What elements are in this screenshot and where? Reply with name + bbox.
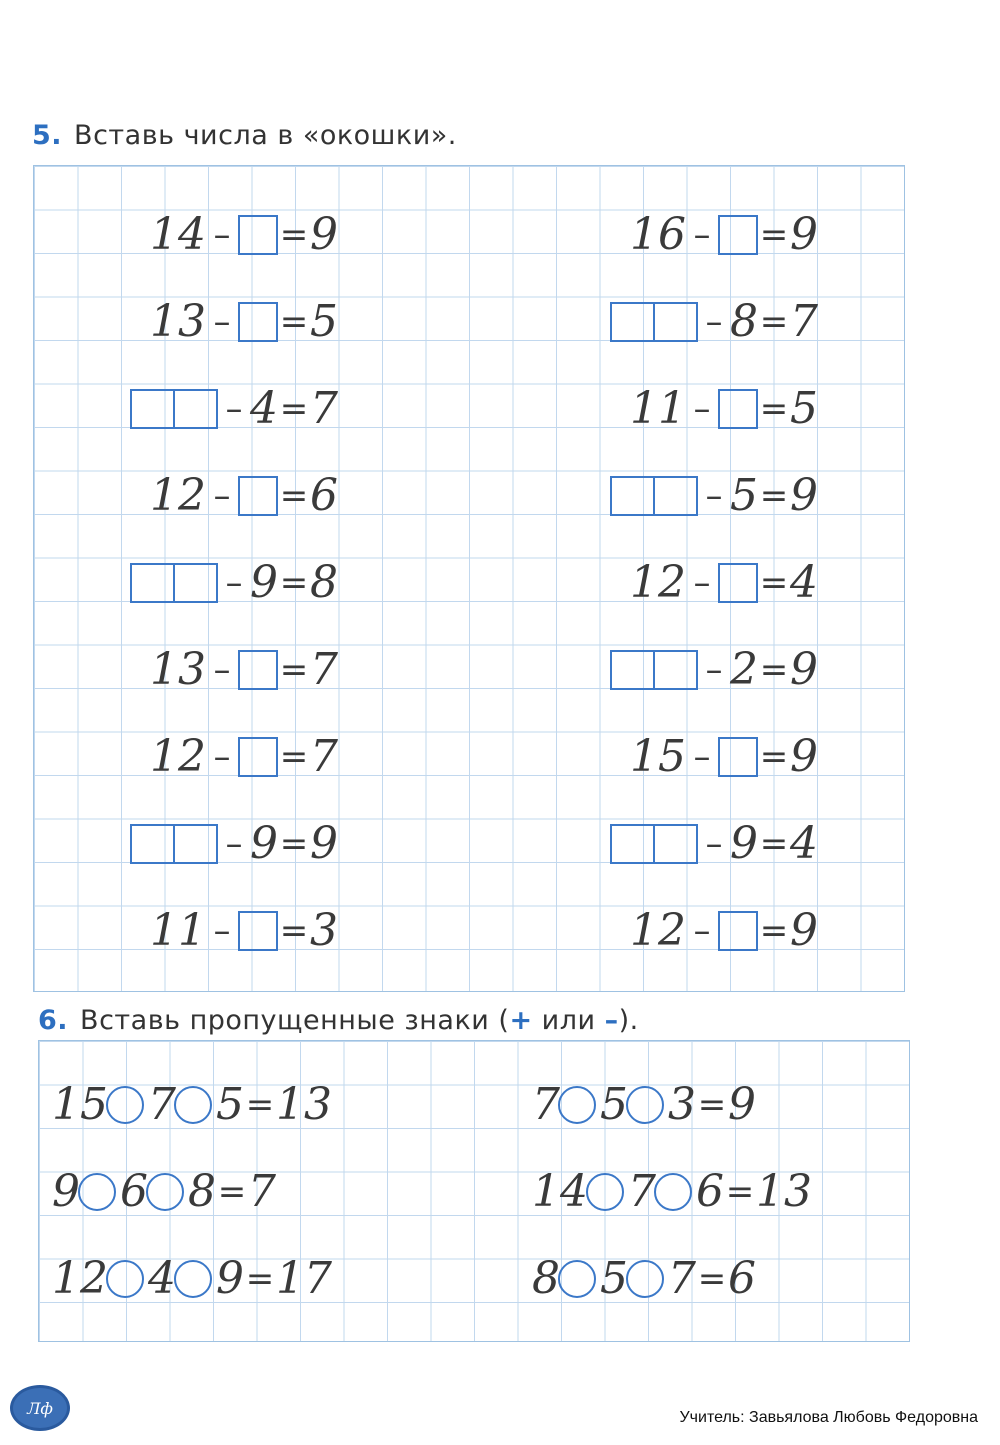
digit: 7 — [310, 383, 338, 434]
sign-circle[interactable] — [106, 1086, 144, 1124]
sign-circle[interactable] — [558, 1260, 596, 1298]
task5-number: 5. — [32, 120, 63, 151]
digit: 1 — [658, 383, 686, 434]
equals-sign: = — [759, 389, 789, 429]
equals-sign: = — [759, 563, 789, 603]
task5-eq-r5 — [630, 558, 818, 608]
digit: 2 — [178, 470, 206, 521]
sign-circle[interactable] — [626, 1260, 664, 1298]
digit: 1 — [150, 470, 178, 521]
operator-sign: – — [705, 476, 723, 516]
task5-title-text: Вставь числа в «окошки». — [74, 120, 457, 151]
digit: 9 — [310, 818, 338, 869]
digit: 2 — [178, 731, 206, 782]
digit: 9 — [790, 644, 818, 695]
digit: 1 — [756, 1166, 784, 1217]
digit: 7 — [310, 644, 338, 695]
operator-sign: – — [213, 215, 231, 255]
digit: 8 — [188, 1166, 216, 1217]
digit: 4 — [250, 383, 278, 434]
task6-or-word: или — [532, 1005, 605, 1036]
sign-circle[interactable] — [174, 1260, 212, 1298]
task5-eq-r8 — [610, 819, 818, 869]
digit: 6 — [120, 1166, 148, 1217]
answer-box-two-digit[interactable] — [610, 650, 698, 690]
minus-sign: – — [604, 1005, 619, 1036]
equals-sign: = — [759, 302, 789, 342]
task5-eq-l5 — [130, 558, 338, 608]
task5-eq-r9 — [630, 906, 818, 956]
digit: 3 — [668, 1079, 696, 1130]
answer-box-two-digit[interactable] — [610, 824, 698, 864]
digit: 1 — [630, 731, 658, 782]
answer-box-two-digit[interactable] — [130, 389, 218, 429]
task5-eq-l7 — [150, 732, 338, 782]
equals-sign: = — [759, 650, 789, 690]
equals-sign: = — [759, 476, 789, 516]
task5-eq-r4 — [610, 471, 818, 521]
answer-box[interactable] — [238, 302, 278, 342]
task6-eq-r3 — [532, 1254, 756, 1304]
equals-sign: = — [697, 1259, 727, 1299]
equals-sign: = — [279, 389, 309, 429]
operator-sign: – — [213, 911, 231, 951]
task6-title-suffix: ). — [618, 1005, 639, 1036]
operator-sign: – — [705, 302, 723, 342]
sign-circle[interactable] — [146, 1173, 184, 1211]
digit: 9 — [790, 731, 818, 782]
equals-sign: = — [279, 476, 309, 516]
digit: 7 — [668, 1253, 696, 1304]
sign-circle[interactable] — [106, 1260, 144, 1298]
digit: 3 — [178, 644, 206, 695]
digit: 3 — [310, 905, 338, 956]
equals-sign: = — [725, 1172, 755, 1212]
task6-eq-l1 — [52, 1080, 332, 1130]
task5-eq-r2 — [610, 297, 818, 347]
answer-box[interactable] — [718, 737, 758, 777]
digit: 1 — [630, 557, 658, 608]
digit: 3 — [784, 1166, 812, 1217]
task5-title — [32, 120, 457, 151]
operator-sign: – — [213, 302, 231, 342]
operator-sign: – — [705, 824, 723, 864]
digit: 8 — [532, 1253, 560, 1304]
digit: 1 — [150, 905, 178, 956]
digit: 7 — [532, 1079, 560, 1130]
digit: 4 — [790, 557, 818, 608]
task6-title-prefix: Вставь пропущенные знаки ( — [80, 1005, 510, 1036]
digit: 7 — [304, 1253, 332, 1304]
digit: 7 — [628, 1166, 656, 1217]
answer-box[interactable] — [238, 650, 278, 690]
digit: 2 — [658, 557, 686, 608]
task6-eq-l2 — [52, 1167, 276, 1217]
digit: 9 — [52, 1166, 80, 1217]
operator-sign: – — [225, 563, 243, 603]
answer-box[interactable] — [718, 215, 758, 255]
digit: 1 — [150, 209, 178, 260]
task5-eq-l8 — [130, 819, 338, 869]
digit: 6 — [728, 1253, 756, 1304]
digit: 9 — [250, 818, 278, 869]
equals-sign: = — [759, 737, 789, 777]
digit: 5 — [600, 1079, 628, 1130]
digit: 1 — [276, 1253, 304, 1304]
digit: 4 — [178, 209, 206, 260]
digit: 2 — [658, 905, 686, 956]
digit: 3 — [304, 1079, 332, 1130]
task5-eq-l4 — [150, 471, 338, 521]
publisher-logo: Лф — [10, 1385, 70, 1431]
digit: 6 — [658, 209, 686, 260]
task5-eq-r1 — [630, 210, 818, 260]
digit: 9 — [216, 1253, 244, 1304]
equals-sign: = — [245, 1259, 275, 1299]
digit: 9 — [790, 470, 818, 521]
digit: 2 — [730, 644, 758, 695]
operator-sign: – — [213, 737, 231, 777]
digit: 9 — [730, 818, 758, 869]
equals-sign: = — [279, 737, 309, 777]
digit: 5 — [80, 1079, 108, 1130]
task6-eq-r2 — [532, 1167, 812, 1217]
operator-sign: – — [213, 476, 231, 516]
plus-sign: + — [509, 1005, 533, 1036]
sign-circle[interactable] — [558, 1086, 596, 1124]
digit: 1 — [150, 731, 178, 782]
operator-sign: – — [693, 911, 711, 951]
digit: 4 — [790, 818, 818, 869]
digit: 1 — [52, 1079, 80, 1130]
digit: 7 — [248, 1166, 276, 1217]
equals-sign: = — [217, 1172, 247, 1212]
operator-sign: – — [213, 650, 231, 690]
task5-eq-r3 — [630, 384, 818, 434]
equals-sign: = — [279, 911, 309, 951]
sign-circle[interactable] — [626, 1086, 664, 1124]
digit: 7 — [148, 1079, 176, 1130]
digit: 1 — [52, 1253, 80, 1304]
sign-circle[interactable] — [174, 1086, 212, 1124]
digit: 1 — [630, 209, 658, 260]
digit: 1 — [630, 905, 658, 956]
answer-box[interactable] — [238, 215, 278, 255]
answer-box[interactable] — [718, 389, 758, 429]
task6-number: 6. — [38, 1005, 69, 1036]
equals-sign: = — [279, 824, 309, 864]
answer-box[interactable] — [238, 737, 278, 777]
answer-box[interactable] — [238, 911, 278, 951]
equals-sign: = — [279, 650, 309, 690]
task6-eq-l3 — [52, 1254, 332, 1304]
task5-eq-l3 — [130, 384, 338, 434]
operator-sign: – — [225, 824, 243, 864]
digit: 9 — [310, 209, 338, 260]
operator-sign: – — [693, 215, 711, 255]
sign-circle[interactable] — [586, 1173, 624, 1211]
digit: 3 — [178, 296, 206, 347]
digit: 1 — [630, 383, 658, 434]
task5-eq-r7 — [630, 732, 818, 782]
digit: 8 — [730, 296, 758, 347]
operator-sign: – — [225, 389, 243, 429]
digit: 1 — [150, 296, 178, 347]
equals-sign: = — [759, 911, 789, 951]
digit: 5 — [658, 731, 686, 782]
sign-circle[interactable] — [78, 1173, 116, 1211]
sign-circle[interactable] — [654, 1173, 692, 1211]
task5-eq-r6 — [610, 645, 818, 695]
task6-title — [38, 1005, 639, 1036]
task5-eq-l6 — [150, 645, 338, 695]
digit: 8 — [310, 557, 338, 608]
digit: 5 — [790, 383, 818, 434]
answer-box[interactable] — [718, 911, 758, 951]
digit: 5 — [216, 1079, 244, 1130]
digit: 1 — [178, 905, 206, 956]
answer-box[interactable] — [238, 476, 278, 516]
digit: 6 — [310, 470, 338, 521]
operator-sign: – — [693, 389, 711, 429]
digit: 7 — [790, 296, 818, 347]
digit: 5 — [730, 470, 758, 521]
operator-sign: – — [693, 737, 711, 777]
equals-sign: = — [697, 1085, 727, 1125]
digit: 5 — [310, 296, 338, 347]
teacher-credit: Учитель: Завьялова Любовь Федоровна — [679, 1409, 978, 1426]
digit: 9 — [728, 1079, 756, 1130]
equals-sign: = — [279, 215, 309, 255]
task5-eq-l1 — [150, 210, 338, 260]
digit: 6 — [696, 1166, 724, 1217]
answer-box[interactable] — [718, 563, 758, 603]
equals-sign: = — [759, 824, 789, 864]
answer-box-two-digit[interactable] — [130, 563, 218, 603]
digit: 7 — [310, 731, 338, 782]
digit: 1 — [532, 1166, 560, 1217]
equals-sign: = — [279, 563, 309, 603]
equals-sign: = — [245, 1085, 275, 1125]
digit: 4 — [148, 1253, 176, 1304]
task5-eq-l9 — [150, 906, 338, 956]
answer-box-two-digit[interactable] — [610, 476, 698, 516]
digit: 5 — [600, 1253, 628, 1304]
equals-sign: = — [759, 215, 789, 255]
digit: 1 — [276, 1079, 304, 1130]
answer-box-two-digit[interactable] — [130, 824, 218, 864]
answer-box-two-digit[interactable] — [610, 302, 698, 342]
digit: 9 — [250, 557, 278, 608]
digit: 4 — [560, 1166, 588, 1217]
task6-eq-r1 — [532, 1080, 756, 1130]
operator-sign: – — [693, 563, 711, 603]
operator-sign: – — [705, 650, 723, 690]
digit: 2 — [80, 1253, 108, 1304]
equals-sign: = — [279, 302, 309, 342]
digit: 9 — [790, 209, 818, 260]
digit: 9 — [790, 905, 818, 956]
digit: 1 — [150, 644, 178, 695]
task5-eq-l2 — [150, 297, 338, 347]
